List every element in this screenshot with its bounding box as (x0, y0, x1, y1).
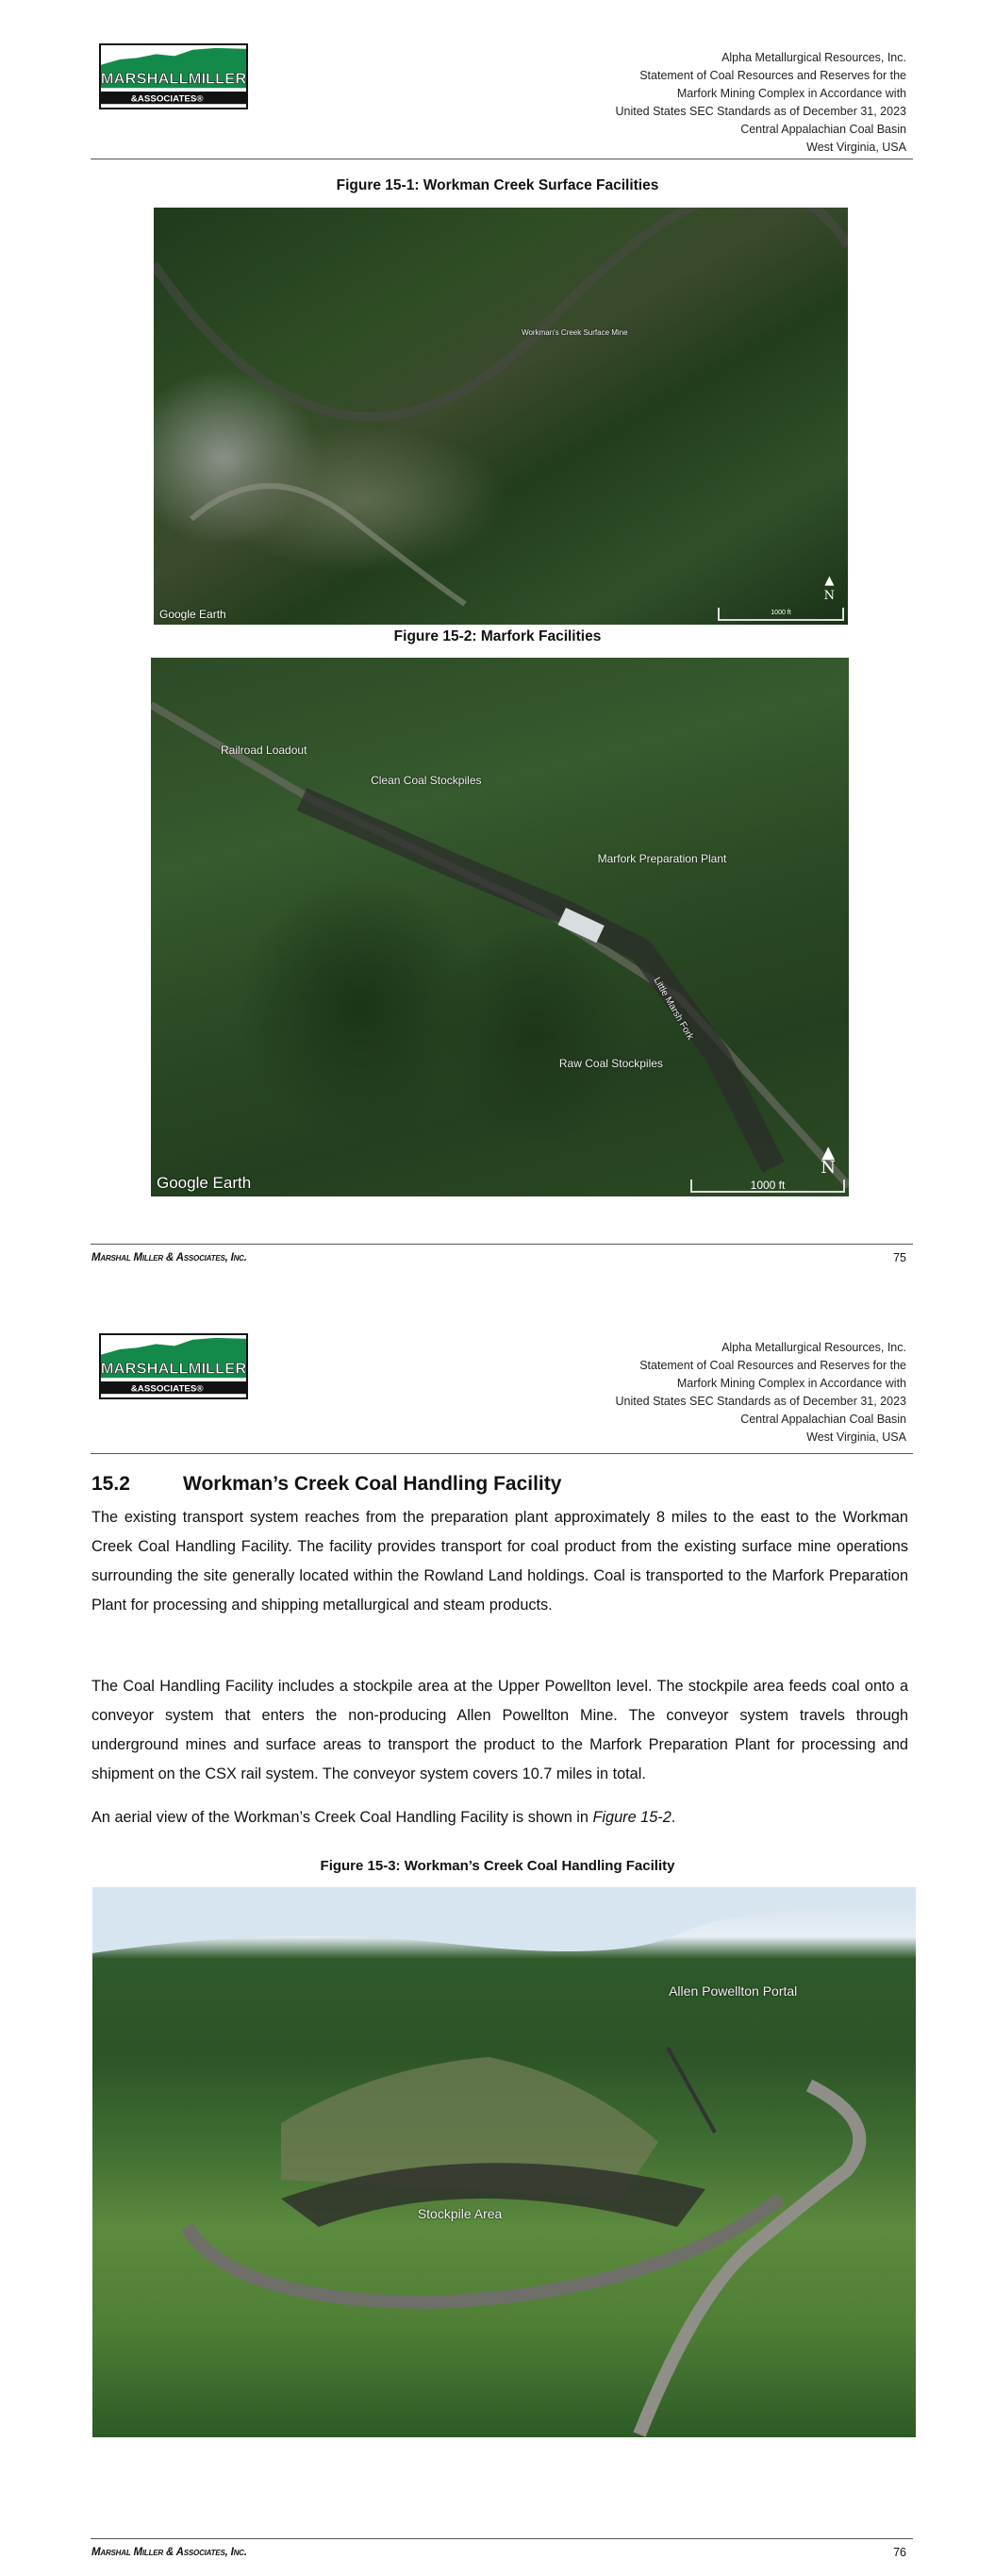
header-line: Central Appalachian Coal Basin (740, 1413, 906, 1426)
map-label: Workman's Creek Surface Mine (522, 328, 628, 338)
map-label: Railroad Loadout (221, 744, 307, 758)
document-header (435, 49, 906, 157)
section-heading (91, 1473, 561, 1496)
header-line: Statement of Coal Resources and Reserves for the (639, 69, 906, 82)
north-arrow-icon: ▲ N (821, 1143, 836, 1178)
header-line: Central Appalachian Coal Basin (740, 123, 906, 136)
photo-label: Stockpile Area (417, 2206, 503, 2222)
aerial-photo-marfork (151, 658, 849, 1196)
google-earth-watermark: Google Earth (157, 1174, 252, 1192)
company-logo (99, 43, 248, 109)
paragraph: The Coal Handling Facility includes a stockpile area at the Upper Powellton level. The stockpile area feeds coal onto a conveyor system that enters the non-producing Allen Powellton Mine. The conveyor system travels through underground mines and surface areas to transport the product to the Marfork Preparation Plant for processing and shipment on the CSX rail system. The conveyor system covers 10.7 miles in total. (91, 1678, 908, 1782)
footer-company: Marshal Miller & Associates, Inc. (91, 1252, 247, 1263)
map-label: Raw Coal Stockpiles (558, 1056, 663, 1070)
figure-reference: Figure 15-2 (592, 1809, 672, 1826)
header-divider (91, 1453, 913, 1454)
map-label: Clean Coal Stockpiles (371, 773, 482, 787)
paragraph (91, 1803, 908, 1832)
header-line: United States SEC Standards as of December 31, 2023 (615, 105, 906, 118)
company-logo (99, 1333, 248, 1399)
aerial-photo-workman-creek-handling (92, 1887, 916, 2437)
page-number: 76 (893, 2546, 906, 2559)
page-number: 75 (893, 1251, 906, 1264)
header-line: United States SEC Standards as of December 31, 2023 (615, 1395, 906, 1408)
paragraph-text: . (671, 1809, 676, 1826)
svg-text:MARSHALLMILLER: MARSHALLMILLER (101, 70, 246, 88)
map-label: Little Marsh Fork (651, 975, 696, 1042)
document-header (435, 1339, 906, 1447)
header-line: West Virginia, USA (806, 1430, 906, 1444)
footer-divider (91, 1244, 913, 1245)
aerial-photo-workman-creek (154, 208, 848, 625)
header-line: West Virginia, USA (806, 141, 906, 154)
scale-bar: 1000 ft (690, 1179, 845, 1193)
svg-text:&ASSOCIATES®: &ASSOCIATES® (130, 1383, 204, 1395)
header-line: Alpha Metallurgical Resources, Inc. (721, 1341, 906, 1354)
svg-text:MARSHALLMILLER: MARSHALLMILLER (101, 1360, 246, 1378)
paragraph-text: An aerial view of the Workman’s Creek Coal Handling Facility is shown in (91, 1809, 593, 1826)
north-arrow-icon: ▲ N (823, 574, 835, 603)
photo-label: Allen Powellton Portal (669, 1983, 798, 1999)
figure-caption: Figure 15-3: Workman’s Creek Coal Handling Facility (320, 1858, 675, 1874)
paragraph: The existing transport system reaches from the preparation plant approximately 8 miles to the east to the Workman Creek Coal Handling Facility. The facility provides transport for coal product from the existing surface mine operations surrounding the site generally located within the Rowland Land holdings. Coal is transported to the Marfork Preparation Plant for processing and shipping metallurgical and steam products. (91, 1509, 908, 1614)
header-line: Alpha Metallurgical Resources, Inc. (721, 51, 906, 64)
map-label: Marfork Preparation Plant (597, 851, 727, 865)
scale-bar: 1000 ft (718, 608, 844, 621)
footer-divider (91, 2538, 913, 2539)
figure-caption: Figure 15-2: Marfork Facilities (393, 628, 602, 644)
svg-text:&ASSOCIATES®: &ASSOCIATES® (130, 93, 204, 105)
footer-company: Marshal Miller & Associates, Inc. (91, 2547, 247, 2558)
figure-caption: Figure 15-1: Workman Creek Surface Facilities (336, 177, 659, 193)
section-title: Workman’s Creek Coal Handling Facility (183, 1473, 562, 1495)
header-line: Marfork Mining Complex in Accordance with (676, 87, 906, 100)
header-line: Statement of Coal Resources and Reserves for the (639, 1359, 906, 1372)
google-earth-watermark: Google Earth (159, 608, 226, 621)
header-line: Marfork Mining Complex in Accordance with (676, 1377, 906, 1390)
section-number: 15.2 (91, 1473, 130, 1495)
